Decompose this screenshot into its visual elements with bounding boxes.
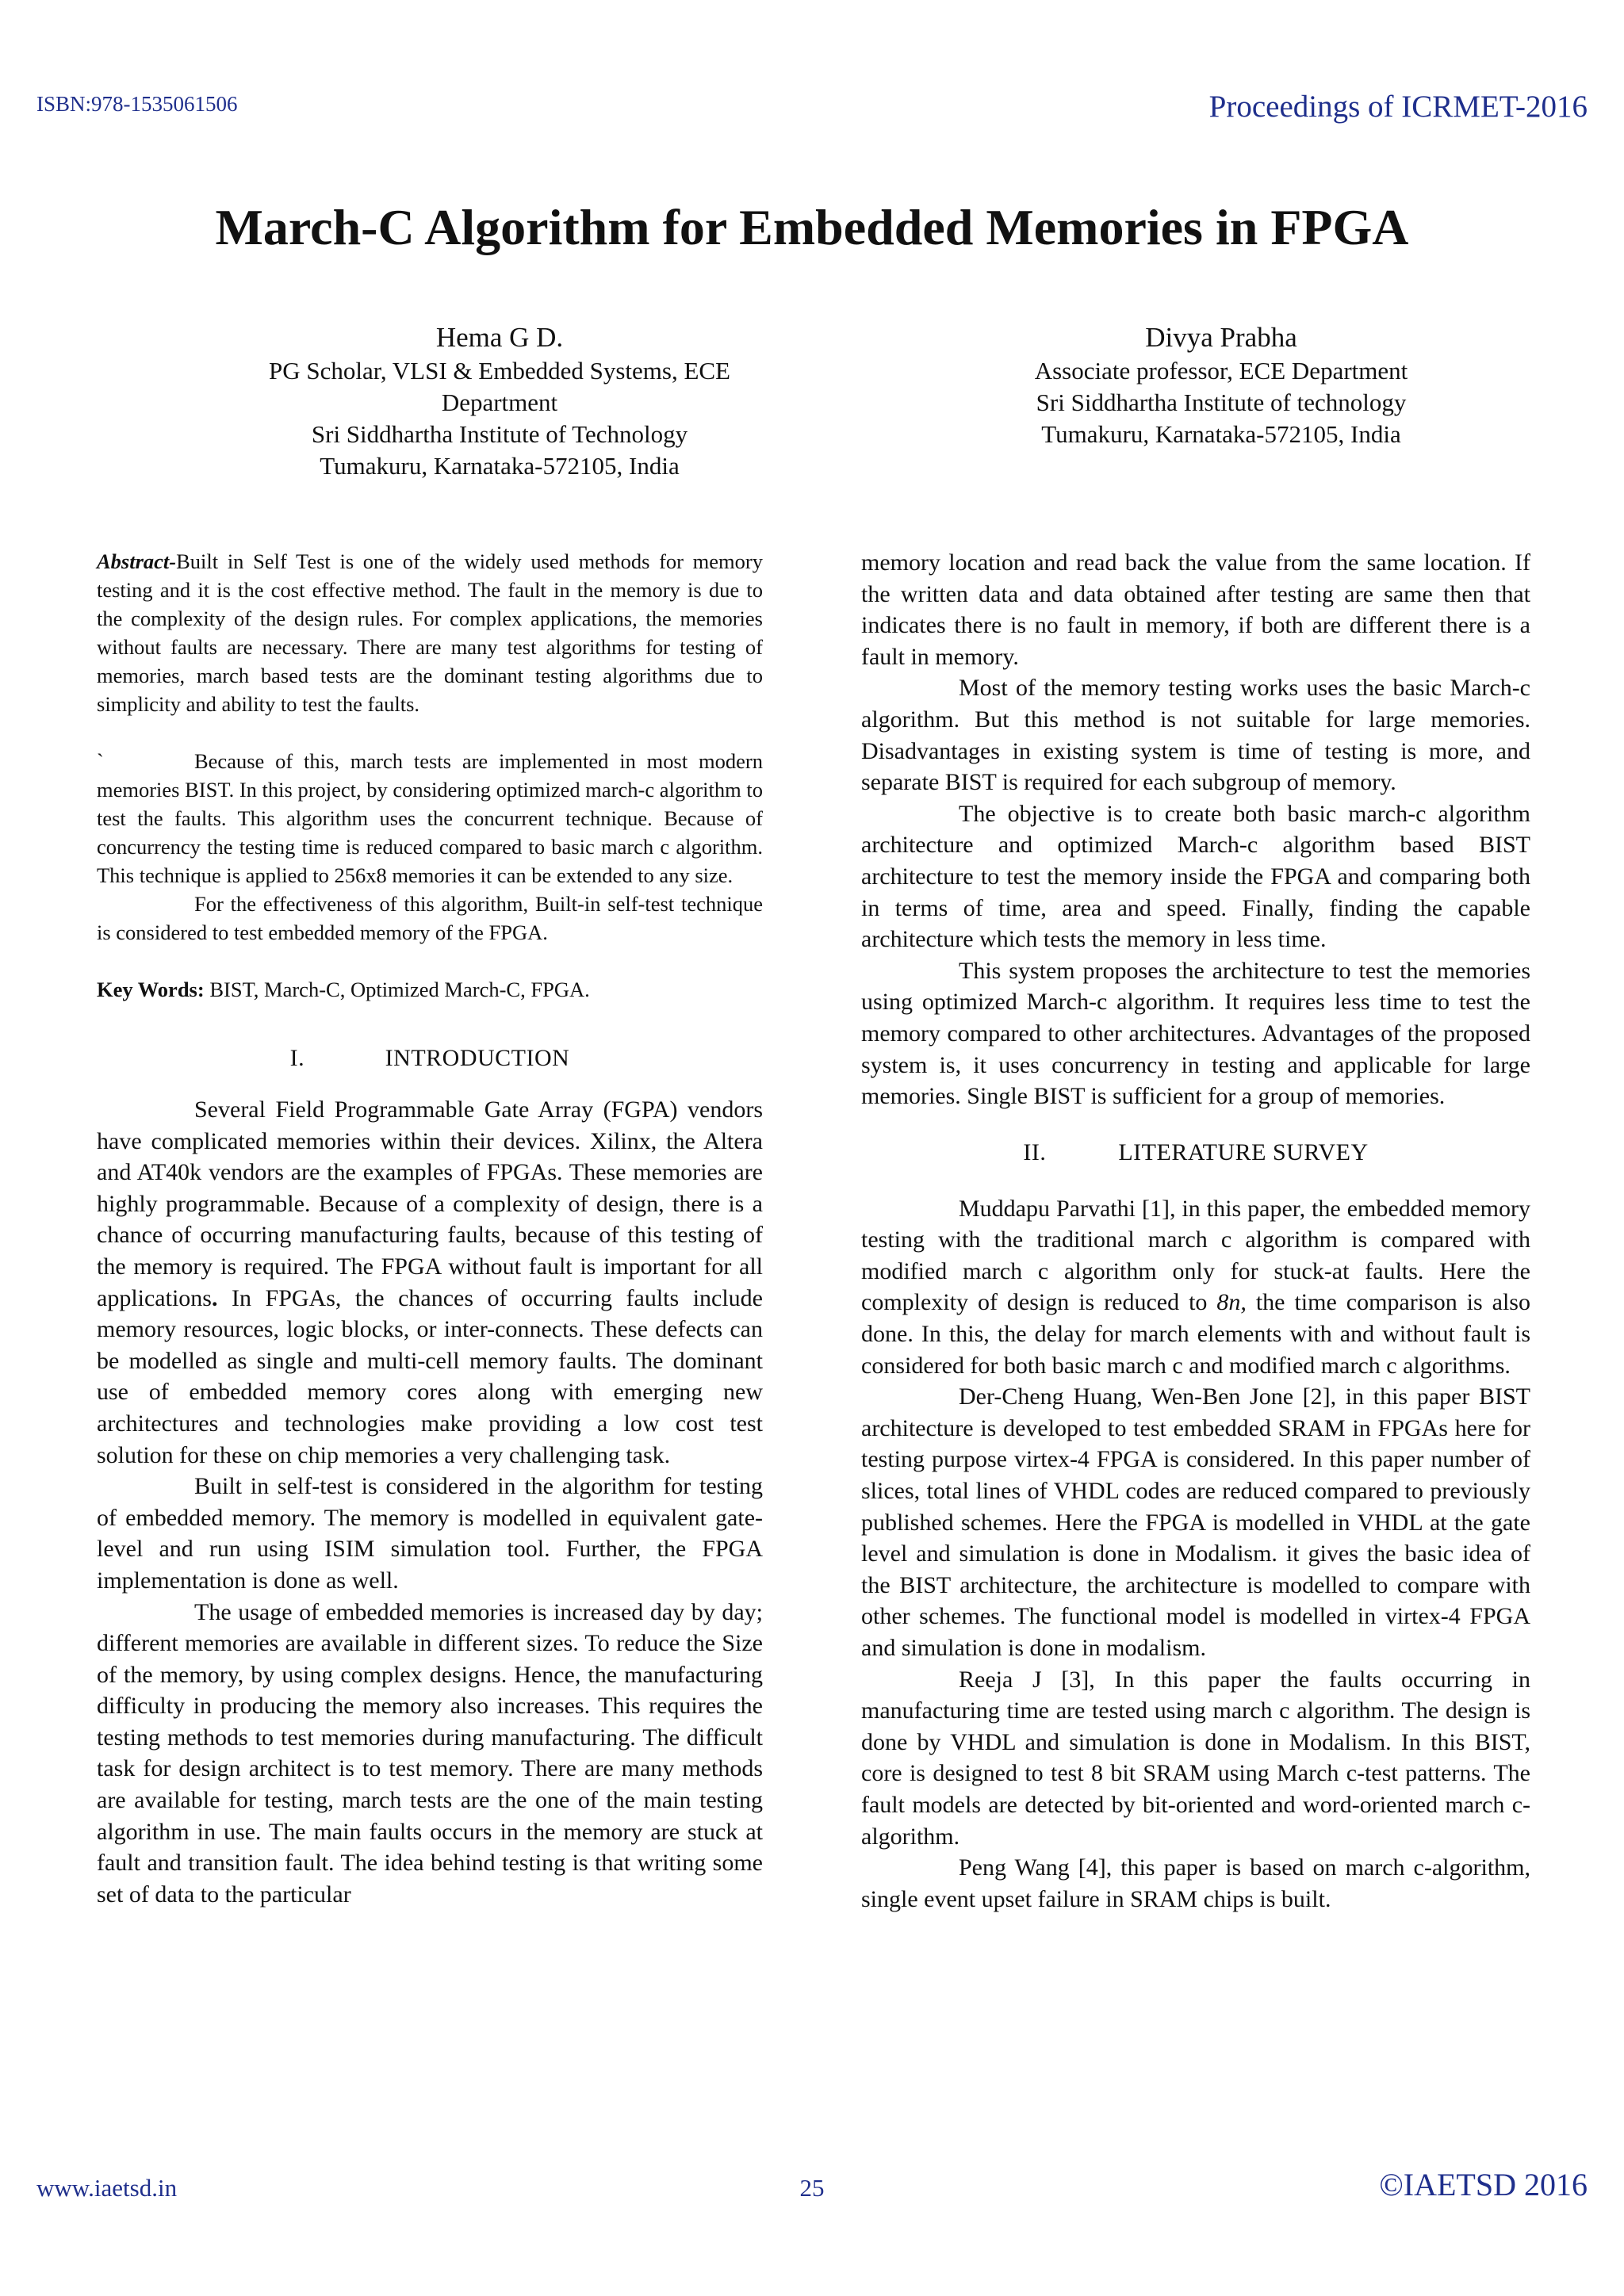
keywords-label: Key Words: — [97, 978, 205, 1001]
literature-paragraph-4: Peng Wang [4], this paper is based on march c-algorithm, single event upset failure in SRAM chips is built. — [861, 1854, 1530, 1912]
abstract-text-2: Because of this, march tests are implemented in most modern memories BIST. In this project, by considering optimized march-c algorithm to test the faults. This algorithm uses the concurrent technique. Because of concurrency the testing time is reduced compared to basic march c algorithm. This technique is applied to 256x8 memories it can be extended to any size. — [97, 749, 763, 887]
left-column — [97, 547, 763, 1910]
abstract-text: Built in Self Test is one of the widely used methods for memory testing and it is the cost effective method. The fault in the memory is due to the complexity of the design rules. For complex applications, the memories without faults are necessary. There are many test algorithms for testing of memories, march based tests are the dominant testing algorithms due to simplicity and ability to test the faults. — [97, 549, 763, 716]
literature-text: the time comparison is also done. In this, the delay for march elements with and without fault is considered for both basic march c and modified march c algorithms. — [861, 1289, 1530, 1379]
abstract-paragraph-2 — [97, 747, 763, 890]
keywords — [97, 975, 763, 1004]
literature-text: Muddapu Parvathi [1], in this paper, the embedded memory testing with the traditional march c algorithm is compared with modified march c algorithm only for stuck-at faults. Here the complexity of design is reduced to — [861, 1195, 1530, 1316]
bold-period: . — [211, 1284, 218, 1311]
abstract-paragraph-3: For the effectiveness of this algorithm, Built-in self-test technique is considered to test embedded memory of the FPGA. — [97, 892, 763, 944]
abstract-label: Abstract- — [97, 549, 177, 573]
intro-paragraph-1 — [97, 1094, 763, 1471]
author-block-1 — [198, 320, 801, 482]
italic-complexity: 8n, — [1216, 1289, 1247, 1316]
author-affiliation-line: Tumakuru, Karnataka-572105, India — [1041, 420, 1401, 448]
stray-backtick: ` — [97, 749, 104, 773]
section-heading-literature-survey — [861, 1139, 1530, 1166]
intro-paragraph-3: The usage of embedded memories is increased day by day; different memories are available in different sizes. To reduce the Size of the memory, by using complex designs. Hence, the manufacturing difficulty in producing the memory also increases. This requires the testing methods to test memories during manufacturing. The difficult task for design architect is to test memory. There are many methods are available for testing, march tests are the one of the main testing algorithm in use. The main faults occurs in the memory are stuck at fault and transition fault. The idea behind testing is that writing some set of data to the particular — [97, 1598, 763, 1908]
footer-page-number: 25 — [799, 2174, 825, 2202]
abstract-paragraph — [97, 547, 763, 718]
literature-paragraph-3: Reeja J [3], In this paper the faults occurring in manufacturing time are tested using march c algorithm. The design is done by VHDL and simulation is done in Modalism. In this BIST, core is designed to test 8 bit SRAM using March c-test patterns. The fault models are detected by bit-oriented and word-oriented march c- algorithm. — [861, 1666, 1530, 1850]
literature-paragraph-1 — [861, 1193, 1530, 1382]
right-column — [861, 547, 1530, 1915]
intro-continued-paragraph: memory location and read back the value from the same location. If the written data and data obtained after testing are same then that indicates there is no fault in memory, if both are different there is a fault in memory. — [861, 549, 1530, 670]
author-affiliation-line: Sri Siddhartha Institute of Technology — [311, 420, 688, 448]
section-number: II. — [1023, 1138, 1047, 1165]
author-affiliation-line: PG Scholar, VLSI & Embedded Systems, ECE — [269, 357, 730, 385]
section-title: INTRODUCTION — [385, 1045, 570, 1071]
author-affiliation-line: Sri Siddhartha Institute of technology — [1036, 388, 1407, 416]
intro-paragraph-6: This system proposes the architecture to test the memories using optimized March-c algorithm. It requires less time to test the memory compared to other architectures. Advantages of the proposed system is, it uses concurrency in testing and applicable for large memories. Single BIST is sufficient for a group of memories. — [861, 957, 1530, 1110]
section-title: LITERATURE SURVEY — [1118, 1138, 1369, 1165]
proceedings-header: Proceedings of ICRMET-2016 — [1208, 90, 1588, 124]
footer-website: www.iaetsd.in — [36, 2174, 178, 2202]
isbn-header: ISBN:978-1535061506 — [36, 92, 238, 116]
keywords-text: BIST, March-C, Optimized March-C, FPGA. — [204, 978, 590, 1001]
intro-text: In FPGAs, the chances of occurring faults include memory resources, logic blocks, or inter-connects. These defects can be modelled as single and multi-cell memory faults. The dominant use of embedded memory cores along with emerging new architectures and technologies make providing a low cost test solution for these on chip memories a very challenging task. — [97, 1284, 763, 1468]
author-affiliation-line: Tumakuru, Karnataka-572105, India — [320, 452, 680, 480]
intro-paragraph-2: Built in self-test is considered in the algorithm for testing of embedded memory. The memory is modelled in equivalent gate-level and run using ISIM simulation tool. Further, the FPGA implementation is done as well. — [97, 1473, 763, 1594]
author-affiliation-line: Associate professor, ECE Department — [1034, 357, 1408, 385]
author-name: Hema G D. — [435, 322, 564, 353]
author-block-2 — [920, 320, 1522, 450]
footer-copyright: ©IAETSD 2016 — [1379, 2167, 1588, 2202]
author-affiliation-line: Department — [441, 388, 558, 416]
intro-paragraph-4: Most of the memory testing works uses the basic March-c algorithm. But this method is not suitable for large memories. Disadvantages in existing system is time of testing is more, and separate BIST is required for each subgroup of memory. — [861, 675, 1530, 796]
author-name: Divya Prabha — [1145, 322, 1297, 353]
section-number: I. — [289, 1045, 305, 1071]
section-heading-introduction — [97, 1045, 763, 1072]
literature-paragraph-2: Der-Cheng Huang, Wen-Ben Jone [2], in this paper BIST architecture is developed to test embedded SRAM in FPGAs here for testing purpose virtex-4 FPGA is considered. In this paper number of slices, total lines of VHDL codes are reduced compared to previously published schemes. Here the FPGA is modelled in VHDL at the gate level and simulation is done in Modalism. it gives the basic idea of the BIST architecture, the architecture is modelled to compare with other schemes. The functional model is modelled in virtex-4 FPGA and simulation is done in modalism. — [861, 1383, 1530, 1661]
paper-title: March-C Algorithm for Embedded Memories in FPGA — [215, 199, 1409, 255]
intro-paragraph-5: The objective is to create both basic march-c algorithm architecture and optimized March-c algorithm based BIST architecture to test the memory inside the FPGA and comparing both in terms of time, area and speed. Finally, finding the capable architecture which tests the memory in less time. — [861, 800, 1530, 953]
intro-text: Several Field Programmable Gate Array (FGPA) vendors have complicated memories within their devices. Xilinx, the Altera and AT40k vendors are the examples of FPGAs. These memories are highly programmable. Because of a complexity of design, there is a chance of occurring manufacturing faults, because of this testing of the memory is required. The FPGA without fault is important for all applications — [97, 1096, 763, 1311]
